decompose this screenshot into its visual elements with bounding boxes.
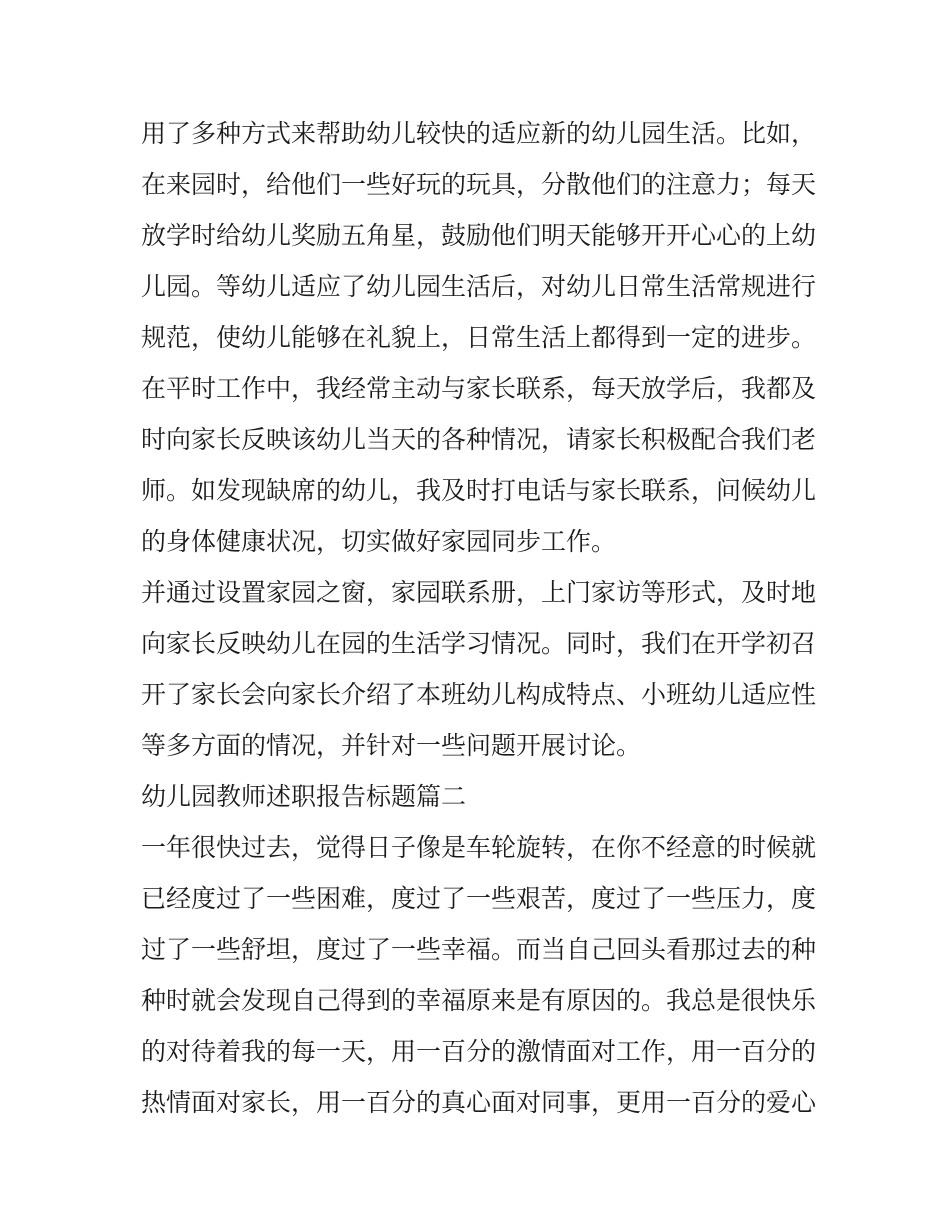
text-line: 的对待着我的每一天，用一百分的激情面对工作，用一百分的 <box>141 1037 816 1066</box>
text-line: 儿园。等幼儿适应了幼儿园生活后，对幼儿日常生活常规进行 <box>141 272 816 301</box>
text-line: 已经度过了一些困难，度过了一些艰苦，度过了一些压力，度 <box>141 884 816 913</box>
text-line: 在来园时，给他们一些好玩的玩具，分散他们的注意力；每天 <box>141 170 816 199</box>
text-line: 师。如发现缺席的幼儿，我及时打电话与家长联系，问候幼儿 <box>141 476 816 505</box>
text-line: 在平时工作中，我经常主动与家长联系，每天放学后，我都及 <box>141 374 816 403</box>
text-line: 放学时给幼儿奖励五角星，鼓励他们明天能够开开心心的上幼 <box>141 221 816 250</box>
text-line: 等多方面的情况，并针对一些问题开展讨论。 <box>141 731 642 760</box>
text-line: 规范，使幼儿能够在礼貌上，日常生活上都得到一定的进步。 <box>141 323 816 352</box>
text-line: 种时就会发现自己得到的幸福原来是有原因的。我总是很快乐 <box>141 986 816 1015</box>
text-line: 一年很快过去，觉得日子像是车轮旋转，在你不经意的时候就 <box>141 833 816 862</box>
text-line: 用了多种方式来帮助幼儿较快的适应新的幼儿园生活。比如， <box>141 119 816 148</box>
text-line: 向家长反映幼儿在园的生活学习情况。同时，我们在开学初召 <box>141 629 816 658</box>
text-line: 并通过设置家园之窗，家园联系册，上门家访等形式，及时地 <box>141 578 816 607</box>
text-line: 的身体健康状况，切实做好家园同步工作。 <box>141 527 617 556</box>
text-line: 过了一些舒坦，度过了一些幸福。而当自己回头看那过去的种 <box>141 935 816 964</box>
text-line: 热情面对家长，用一百分的真心面对同事，更用一百分的爱心 <box>141 1088 816 1117</box>
document-body <box>141 108 816 1128</box>
text-line: 时向家长反映该幼儿当天的各种情况，请家长积极配合我们老 <box>141 425 816 454</box>
text-line: 开了家长会向家长介绍了本班幼儿构成特点、小班幼儿适应性 <box>141 680 816 709</box>
section-heading: 幼儿园教师述职报告标题篇二 <box>141 782 467 811</box>
